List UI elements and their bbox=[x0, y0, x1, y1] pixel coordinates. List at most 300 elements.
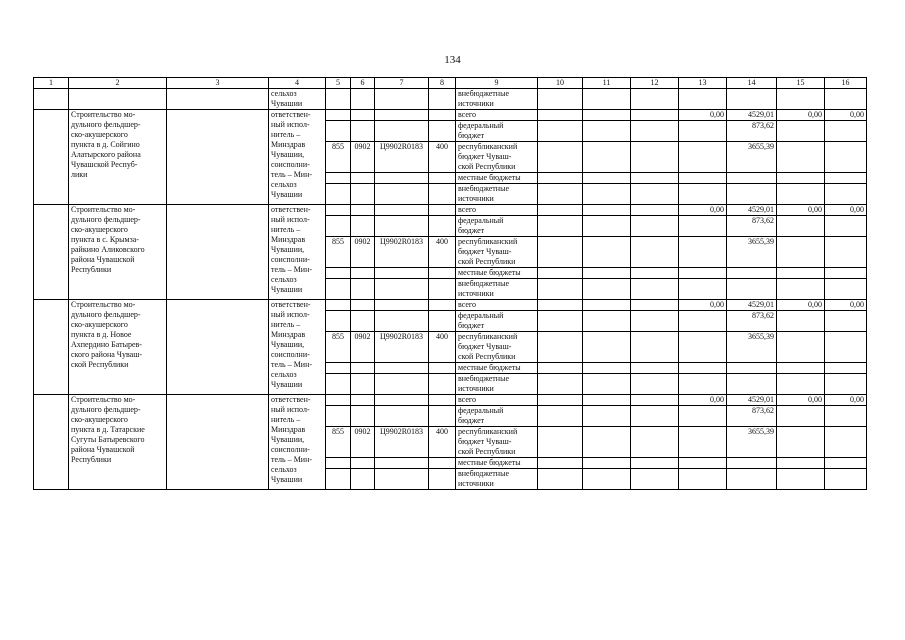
value-15 bbox=[777, 363, 825, 374]
responsible-line: нитель – bbox=[271, 225, 301, 234]
source-line: местные бюджеты bbox=[458, 458, 521, 467]
cell-12 bbox=[631, 427, 679, 458]
cell-5 bbox=[326, 458, 351, 469]
cell-11 bbox=[583, 279, 631, 300]
value-16 bbox=[825, 268, 867, 279]
value-16: 0,00 bbox=[825, 395, 867, 406]
cell-12 bbox=[631, 184, 679, 205]
cell-7 bbox=[375, 406, 429, 427]
cell-12 bbox=[631, 268, 679, 279]
code-6: 0902 bbox=[351, 427, 375, 458]
code-5: 855 bbox=[326, 142, 351, 173]
value-14 bbox=[727, 469, 777, 490]
cell-6 bbox=[351, 173, 375, 184]
value-13 bbox=[679, 458, 727, 469]
cell-10 bbox=[538, 268, 583, 279]
project-name-line: дульного фельдшер- bbox=[71, 215, 141, 224]
cell-7 bbox=[375, 469, 429, 490]
cell-12 bbox=[631, 205, 679, 216]
value-14: 873,62 bbox=[727, 216, 777, 237]
source-line: ской Республики bbox=[458, 162, 516, 171]
value-13 bbox=[679, 237, 727, 268]
value-14 bbox=[727, 374, 777, 395]
source-cell bbox=[456, 237, 538, 268]
cell-6 bbox=[351, 406, 375, 427]
cell-8 bbox=[429, 406, 456, 427]
cell-12 bbox=[631, 311, 679, 332]
column-number-5: 5 bbox=[326, 78, 351, 89]
cell-1 bbox=[34, 205, 69, 300]
source-line: бюджет Чуваш- bbox=[458, 247, 512, 256]
cell-6 bbox=[351, 311, 375, 332]
cell-5 bbox=[326, 363, 351, 374]
responsible-line: Чувашии bbox=[271, 285, 303, 294]
cell-12 bbox=[631, 395, 679, 406]
cell-5 bbox=[326, 205, 351, 216]
cell-11 bbox=[583, 89, 631, 110]
responsible-line: Чувашии bbox=[271, 380, 303, 389]
responsible-line: сельхоз bbox=[271, 89, 297, 98]
cell-11 bbox=[583, 395, 631, 406]
cell-12 bbox=[631, 142, 679, 173]
source-line: республиканский bbox=[458, 427, 518, 436]
cell-10 bbox=[538, 184, 583, 205]
source-line: источники bbox=[458, 289, 494, 298]
value-14 bbox=[727, 184, 777, 205]
responsible-line: сельхоз bbox=[271, 180, 297, 189]
source-line: республиканский bbox=[458, 237, 518, 246]
cell-1 bbox=[34, 110, 69, 205]
cell-3 bbox=[167, 300, 269, 395]
program-table-body bbox=[34, 78, 867, 490]
cell-16 bbox=[825, 89, 867, 110]
cell-6 bbox=[351, 458, 375, 469]
cell-5 bbox=[326, 279, 351, 300]
cell-10 bbox=[538, 406, 583, 427]
responsible-line: тель – Мин- bbox=[271, 360, 313, 369]
cell-5 bbox=[326, 89, 351, 110]
project-name-line: Республики bbox=[71, 265, 112, 274]
responsible-line: Минздрав bbox=[271, 235, 306, 244]
cell-8 bbox=[429, 216, 456, 237]
cell-11 bbox=[583, 121, 631, 142]
source-line: внебюджетные bbox=[458, 184, 509, 193]
project-name-line: Сугуты Батыревского bbox=[71, 435, 145, 444]
cell-7 bbox=[375, 374, 429, 395]
source-line: внебюджетные bbox=[458, 374, 509, 383]
cell-10 bbox=[538, 237, 583, 268]
value-16 bbox=[825, 332, 867, 363]
value-16: 0,00 bbox=[825, 300, 867, 311]
cell-5 bbox=[326, 374, 351, 395]
source-cell bbox=[456, 216, 538, 237]
value-15 bbox=[777, 311, 825, 332]
project-name-line: Республики bbox=[71, 455, 112, 464]
cell-12 bbox=[631, 173, 679, 184]
cell-5 bbox=[326, 300, 351, 311]
responsible-line: Минздрав bbox=[271, 425, 306, 434]
cell-7 bbox=[375, 395, 429, 406]
value-13 bbox=[679, 311, 727, 332]
cell-12 bbox=[631, 374, 679, 395]
cell-7 bbox=[375, 363, 429, 374]
cell-5 bbox=[326, 406, 351, 427]
cell-6 bbox=[351, 216, 375, 237]
program-table bbox=[33, 77, 867, 490]
project-name-line: ско-акушерского bbox=[71, 225, 128, 234]
value-15: 0,00 bbox=[777, 110, 825, 121]
cell-5 bbox=[326, 395, 351, 406]
value-15 bbox=[777, 216, 825, 237]
value-16: 0,00 bbox=[825, 110, 867, 121]
responsible-line: нитель – bbox=[271, 130, 301, 139]
project-name-line: Строительство мо- bbox=[71, 395, 136, 404]
source-cell bbox=[456, 268, 538, 279]
source-line: бюджет bbox=[458, 226, 485, 235]
responsible-line: Чувашии, bbox=[271, 150, 305, 159]
value-16 bbox=[825, 406, 867, 427]
cell-7 bbox=[375, 89, 429, 110]
source-line: ской Республики bbox=[458, 257, 516, 266]
source-line: местные бюджеты bbox=[458, 173, 521, 182]
cell-8 bbox=[429, 458, 456, 469]
source-line: бюджет Чуваш- bbox=[458, 437, 512, 446]
cell-12 bbox=[631, 458, 679, 469]
cell-11 bbox=[583, 268, 631, 279]
cell-7 bbox=[375, 110, 429, 121]
value-13 bbox=[679, 142, 727, 173]
source-line: федеральный bbox=[458, 121, 504, 130]
code-8: 400 bbox=[429, 142, 456, 173]
responsible-line: нитель – bbox=[271, 415, 301, 424]
cell-11 bbox=[583, 184, 631, 205]
value-13 bbox=[679, 469, 727, 490]
cell-11 bbox=[583, 237, 631, 268]
responsible-line: соисполни- bbox=[271, 160, 310, 169]
cell-10 bbox=[538, 311, 583, 332]
cell-12 bbox=[631, 216, 679, 237]
column-number-4: 4 bbox=[269, 78, 326, 89]
value-13 bbox=[679, 332, 727, 363]
cell-1 bbox=[34, 300, 69, 395]
responsible-line: ответствен- bbox=[271, 110, 311, 119]
responsible-line: Чувашии bbox=[271, 190, 303, 199]
source-line: внебюджетные bbox=[458, 279, 509, 288]
cell-7 bbox=[375, 268, 429, 279]
source-cell bbox=[456, 279, 538, 300]
project-name-line: дульного фельдшер- bbox=[71, 405, 141, 414]
cell-7 bbox=[375, 173, 429, 184]
cell-11 bbox=[583, 458, 631, 469]
cell-12 bbox=[631, 121, 679, 142]
value-16 bbox=[825, 237, 867, 268]
column-number-2: 2 bbox=[69, 78, 167, 89]
value-14: 873,62 bbox=[727, 311, 777, 332]
source-cell bbox=[456, 173, 538, 184]
source-cell bbox=[456, 406, 538, 427]
source-cell bbox=[456, 427, 538, 458]
value-14 bbox=[727, 279, 777, 300]
cell-7 bbox=[375, 311, 429, 332]
responsible-line: Чувашии, bbox=[271, 245, 305, 254]
value-15 bbox=[777, 332, 825, 363]
source-line: ской Республики bbox=[458, 352, 516, 361]
source-line: всего bbox=[458, 300, 477, 309]
cell-6 bbox=[351, 205, 375, 216]
cell-5 bbox=[326, 216, 351, 237]
cell-7 bbox=[375, 205, 429, 216]
responsible-line: ный испол- bbox=[271, 215, 310, 224]
cell-10 bbox=[538, 395, 583, 406]
source-cell bbox=[456, 395, 538, 406]
code-6: 0902 bbox=[351, 142, 375, 173]
value-15 bbox=[777, 458, 825, 469]
cell-5 bbox=[326, 110, 351, 121]
value-14 bbox=[727, 363, 777, 374]
responsible-line: Чувашии, bbox=[271, 340, 305, 349]
project-name-line: ского района Чуваш- bbox=[71, 350, 143, 359]
code-8: 400 bbox=[429, 427, 456, 458]
cell-1 bbox=[34, 89, 69, 110]
source-cell bbox=[456, 110, 538, 121]
cell-12 bbox=[631, 89, 679, 110]
value-14: 3655,39 bbox=[727, 237, 777, 268]
value-16 bbox=[825, 142, 867, 173]
cell-8 bbox=[429, 279, 456, 300]
cell-3 bbox=[167, 110, 269, 205]
project-name-line: Строительство мо- bbox=[71, 205, 136, 214]
project-name-line: ско-акушерского bbox=[71, 415, 128, 424]
cell-10 bbox=[538, 89, 583, 110]
source-line: федеральный bbox=[458, 216, 504, 225]
cell-10 bbox=[538, 216, 583, 237]
column-number-8: 8 bbox=[429, 78, 456, 89]
value-13 bbox=[679, 374, 727, 395]
table-row bbox=[34, 205, 867, 216]
value-15 bbox=[777, 279, 825, 300]
value-14: 4529,01 bbox=[727, 300, 777, 311]
cell-6 bbox=[351, 395, 375, 406]
cell-8 bbox=[429, 121, 456, 142]
project-name-line: ско-акушерского bbox=[71, 320, 128, 329]
cell-14 bbox=[727, 89, 777, 110]
source-cell bbox=[456, 469, 538, 490]
code-5: 855 bbox=[326, 237, 351, 268]
code-5: 855 bbox=[326, 332, 351, 363]
responsible-line: тель – Мин- bbox=[271, 170, 313, 179]
source-cell bbox=[456, 89, 538, 110]
cell-13 bbox=[679, 89, 727, 110]
cell-5 bbox=[326, 268, 351, 279]
code-7: Ц9902R0183 bbox=[375, 332, 429, 363]
source-line: республиканский bbox=[458, 332, 518, 341]
cell-5 bbox=[326, 311, 351, 332]
code-7: Ц9902R0183 bbox=[375, 237, 429, 268]
project-name-line: ско-акушерского bbox=[71, 130, 128, 139]
source-line: местные бюджеты bbox=[458, 268, 521, 277]
source-line: всего bbox=[458, 110, 477, 119]
value-14 bbox=[727, 268, 777, 279]
value-14: 3655,39 bbox=[727, 332, 777, 363]
cell-8 bbox=[429, 173, 456, 184]
cell-3 bbox=[167, 89, 269, 110]
cell-10 bbox=[538, 121, 583, 142]
value-15: 0,00 bbox=[777, 205, 825, 216]
project-name-line: лики bbox=[71, 170, 88, 179]
cell-6 bbox=[351, 300, 375, 311]
code-8: 400 bbox=[429, 332, 456, 363]
responsible-cell bbox=[269, 395, 326, 490]
responsible-line: сельхоз bbox=[271, 275, 297, 284]
cell-11 bbox=[583, 173, 631, 184]
source-line: внебюджетные bbox=[458, 89, 509, 98]
source-line: всего bbox=[458, 205, 477, 214]
project-name-line: пункта в д. Новое bbox=[71, 330, 132, 339]
source-line: всего bbox=[458, 395, 477, 404]
column-number-13: 13 bbox=[679, 78, 727, 89]
project-name-line: дульного фельдшер- bbox=[71, 310, 141, 319]
responsible-line: сельхоз bbox=[271, 370, 297, 379]
project-name-line: района Чувашской bbox=[71, 445, 135, 454]
source-line: бюджет bbox=[458, 321, 485, 330]
value-13 bbox=[679, 173, 727, 184]
cell-6 bbox=[351, 110, 375, 121]
source-cell bbox=[456, 332, 538, 363]
value-16 bbox=[825, 121, 867, 142]
project-name-cell bbox=[69, 395, 167, 490]
code-7: Ц9902R0183 bbox=[375, 142, 429, 173]
value-16 bbox=[825, 458, 867, 469]
responsible-line: ный испол- bbox=[271, 310, 310, 319]
cell-12 bbox=[631, 279, 679, 300]
table-row bbox=[34, 395, 867, 406]
code-8: 400 bbox=[429, 237, 456, 268]
responsible-line: соисполни- bbox=[271, 445, 310, 454]
value-14: 873,62 bbox=[727, 406, 777, 427]
cell-12 bbox=[631, 406, 679, 427]
cell-11 bbox=[583, 205, 631, 216]
source-line: источники bbox=[458, 99, 494, 108]
value-15 bbox=[777, 237, 825, 268]
value-16: 0,00 bbox=[825, 205, 867, 216]
column-number-10: 10 bbox=[538, 78, 583, 89]
responsible-line: ответствен- bbox=[271, 300, 311, 309]
responsible-line: нитель – bbox=[271, 320, 301, 329]
cell-10 bbox=[538, 374, 583, 395]
responsible-line: ответствен- bbox=[271, 205, 311, 214]
value-16 bbox=[825, 311, 867, 332]
code-6: 0902 bbox=[351, 237, 375, 268]
value-16 bbox=[825, 427, 867, 458]
value-16 bbox=[825, 173, 867, 184]
cell-10 bbox=[538, 279, 583, 300]
column-number-7: 7 bbox=[375, 78, 429, 89]
cell-6 bbox=[351, 268, 375, 279]
responsible-cell bbox=[269, 205, 326, 300]
source-line: бюджет Чуваш- bbox=[458, 342, 512, 351]
project-name-cell bbox=[69, 205, 167, 300]
cell-6 bbox=[351, 121, 375, 142]
project-name-line: райкино Аликовского bbox=[71, 245, 145, 254]
source-cell bbox=[456, 374, 538, 395]
cell-5 bbox=[326, 184, 351, 205]
value-13: 0,00 bbox=[679, 395, 727, 406]
value-13 bbox=[679, 406, 727, 427]
cell-3 bbox=[167, 395, 269, 490]
cell-6 bbox=[351, 184, 375, 205]
value-14: 3655,39 bbox=[727, 427, 777, 458]
cell-12 bbox=[631, 332, 679, 363]
value-13 bbox=[679, 184, 727, 205]
source-line: федеральный bbox=[458, 406, 504, 415]
source-line: федеральный bbox=[458, 311, 504, 320]
value-13 bbox=[679, 121, 727, 142]
cell-6 bbox=[351, 469, 375, 490]
cell-7 bbox=[375, 184, 429, 205]
source-cell bbox=[456, 363, 538, 374]
cell-8 bbox=[429, 184, 456, 205]
source-cell bbox=[456, 300, 538, 311]
value-15 bbox=[777, 142, 825, 173]
source-line: источники bbox=[458, 384, 494, 393]
responsible-line: тель – Мин- bbox=[271, 265, 313, 274]
source-line: бюджет bbox=[458, 416, 485, 425]
value-13: 0,00 bbox=[679, 300, 727, 311]
project-name-line: пункта в д. Татарские bbox=[71, 425, 145, 434]
cell-8 bbox=[429, 110, 456, 121]
cell-10 bbox=[538, 142, 583, 173]
cell-11 bbox=[583, 374, 631, 395]
column-number-15: 15 bbox=[777, 78, 825, 89]
source-cell bbox=[456, 121, 538, 142]
value-13 bbox=[679, 363, 727, 374]
value-14 bbox=[727, 458, 777, 469]
cell-12 bbox=[631, 237, 679, 268]
value-13 bbox=[679, 268, 727, 279]
project-name-line: района Чувашской bbox=[71, 255, 135, 264]
cell-10 bbox=[538, 300, 583, 311]
project-name-line: пункта в д. Сойгино bbox=[71, 140, 140, 149]
cell-10 bbox=[538, 205, 583, 216]
cell-12 bbox=[631, 469, 679, 490]
responsible-line: ный испол- bbox=[271, 120, 310, 129]
responsible-cell bbox=[269, 300, 326, 395]
cell-10 bbox=[538, 363, 583, 374]
value-14: 3655,39 bbox=[727, 142, 777, 173]
cell-15 bbox=[777, 89, 825, 110]
cell-8 bbox=[429, 89, 456, 110]
value-15 bbox=[777, 406, 825, 427]
cell-7 bbox=[375, 216, 429, 237]
cell-7 bbox=[375, 458, 429, 469]
cell-10 bbox=[538, 173, 583, 184]
source-line: ской Республики bbox=[458, 447, 516, 456]
column-number-6: 6 bbox=[351, 78, 375, 89]
responsible-line: соисполни- bbox=[271, 255, 310, 264]
responsible-cell bbox=[269, 110, 326, 205]
cell-11 bbox=[583, 142, 631, 173]
continuation-row bbox=[34, 89, 867, 110]
cell-12 bbox=[631, 110, 679, 121]
cell-6 bbox=[351, 89, 375, 110]
value-13: 0,00 bbox=[679, 205, 727, 216]
source-cell bbox=[456, 458, 538, 469]
project-name-line: ской Республики bbox=[71, 360, 129, 369]
cell-5 bbox=[326, 121, 351, 142]
responsible-line: сельхоз bbox=[271, 465, 297, 474]
source-line: республиканский bbox=[458, 142, 518, 151]
cell-7 bbox=[375, 121, 429, 142]
